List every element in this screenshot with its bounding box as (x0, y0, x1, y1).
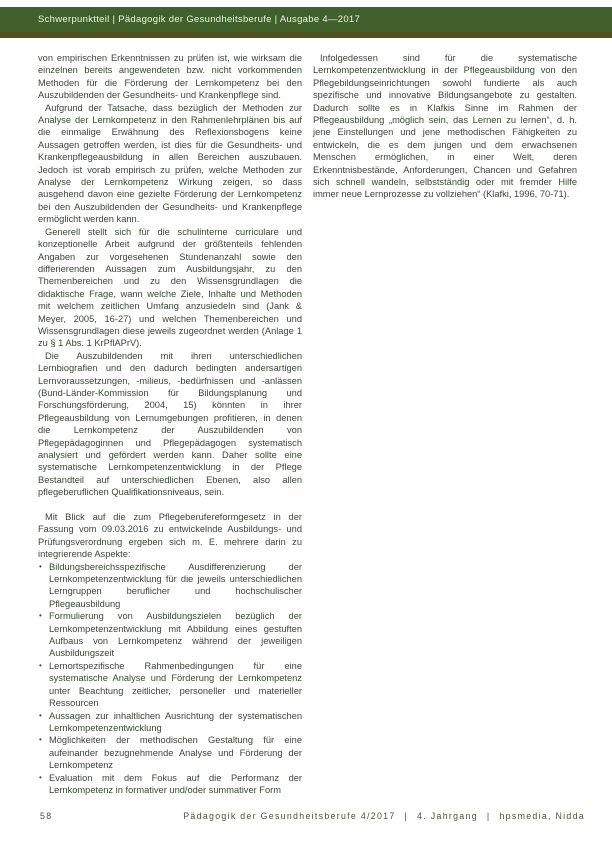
page-content (38, 52, 578, 796)
footer-separator: | (404, 811, 409, 821)
footer-volume: 4. Jahrgang (417, 811, 478, 821)
bullet-marker: • (39, 735, 42, 745)
bullet-item (38, 710, 302, 735)
bullet-marker: • (39, 561, 42, 571)
bullet-item (38, 734, 302, 771)
bullet-item (38, 561, 302, 611)
bullet-text: Möglichkeiten der methodischen Gestaltung für eine aufeinander bezugnehmende Analyse und Förderung der Lernkompetenz (49, 735, 302, 771)
footer-journal-line (183, 811, 585, 821)
bullet-item (38, 610, 302, 660)
bullet-text: Lernortspezifische Rahmenbedingungen für eine systematische Analyse und Förderung der Lernkompetenz unter Beachtung zeitlicher, personeller und materieller Ressourcen (49, 660, 302, 709)
bullet-text: Bildungsbereichsspezifische Ausdifferenzierung der Lernkompetenzentwicklung für die jeweils unterschiedlichen Lerngruppen beruflicher und hochschulischer Pflegeausbildung (49, 561, 302, 609)
bullet-marker: • (39, 660, 42, 670)
page-number: 58 (40, 811, 53, 821)
header-bar (0, 7, 612, 38)
paragraph: Generell stellt sich für die schulinterne curriculare und konzeptionelle Arbeit aufgrund der größtenteils fehlenden Angaben zur vorgesehenen Stundenanzahl sowie den differierenden Aussagen zum Ausbildungsjahr, zu den Themenbereichen und zu den Wissensgrundlagen die didaktische Frage, wann welche Ziele, Inhalte und Methoden mit welchem zeitlichen Umfang anzusiedeln sind (Jank & Meyer, 2005, 16-27) und welchen Themenbereichen und Wissensgrundlagen diese jeweils zugeordnet werden (Anlage 1 zu § 1 Abs. 1 KrPflAPrV). (38, 226, 302, 349)
paragraph: Aufgrund der Tatsache, dass bezüglich der Methoden zur Analyse der Lernkompetenz in den Rahmenlehrplänen bis auf die einmalige Erwähnung des Reflexionsbogens keine Aussagen getroffen werden, ist dies für die Gesundheits- und Krankenpflegeausbildung in allen Bereichen auszubauen. Jedoch ist vorab empirisch zu prüfen, welche Methoden zur Analyse der Lernkompetenz Wirkung zeigen, so dass ausgehend davon eine gezielte Förderung der Lernkompetenz bei den Auszubildenden der Gesundheits- und Krankenpflege ermöglicht werden kann. (38, 102, 302, 225)
bullet-marker: • (39, 611, 42, 621)
bullet-item (38, 660, 302, 710)
paragraph: Mit Blick auf die zum Pflegeberufereformgesetz in der Fassung vom 09.03.2016 zu entwickelnde Ausbildungs- und Prüfungsverordnung ergeben sich m. E. mehrere darin zu integrierende Aspekte: (38, 512, 302, 560)
bullet-item (38, 772, 302, 797)
paragraph: von empirischen Erkenntnissen zu prüfen ist, wie wirksam die einzelnen bereits angewendeten bzw. nicht vorkommenden Methoden für die Förderung der Lernkompetenz bei den Auszubildenden der Gesundheits- und Krankenpflege sind. (38, 53, 302, 101)
bullet-marker: • (39, 710, 42, 720)
paragraph: Infolgedessen sind für die systematische Lernkompetenzentwicklung in der Pflegeausbildung von den Pflegebildungseinrichtungen sowohl fundierte als auch spezifische und innovative Bildungsangebote zu gestalten. Dadurch sollte es in Klafkis Sinne im Rahmen der Pflegeausbildung „möglich sein, das Lernen zu lernen“, d. h. jene Einstellungen und jene methodischen Fähigkeiten zu entwickeln, die es dem jungen und dem erwachsenen Menschen ermöglichen, in einer Welt, deren Erkenntnisbestände, Anforderungen, Chancen und Gefahren sich schnell wandeln, selbstständig oder mit fremder Hilfe immer neue Lernprozesse zu vollziehen“ (Klafki, 1996, 70-71). (313, 53, 577, 200)
right-column (313, 52, 577, 796)
bullet-list (38, 561, 302, 797)
running-head: Schwerpunktteil | Pädagogik der Gesundheitsberufe | Ausgabe 4—2017 (38, 14, 361, 25)
bullet-text: Formulierung von Ausbildungszielen bezüglich der Lernkompetenzentwicklung mit Abbildung eines gestuften Aufbaus von Lernkompetenz während der jeweiligen Ausbildungszeit (49, 611, 302, 659)
paragraph: Die Auszubildenden mit ihren unterschiedlichen Lernbiografien und den dadurch bedingten andersartigen Lernvoraussetzungen, -milieus, -bedürfnissen und -anlässen (Bund-Länder-Kommission für Bildungsplanung und Forschungsförderung, 2004, 15) könnten in ihrer Pflegeausbildung von Lernumgebungen profitieren, in denen die Lernkompetenz der Auszubildenden von Pflegepädagoginnen und Pflegepädagogen systematisch analysiert und gefördert werden kann. Daher sollte eine systematische Lernkompetenzentwicklung in der Pflege Bestandteil auf unterschiedlichen Ebenen, also allen pflegeberuflichen Qualifikationsniveaus, sein. (38, 350, 302, 498)
footer-journal-title: Pädagogik der Gesundheitsberufe 4/2017 (183, 811, 396, 821)
left-column (38, 52, 302, 796)
bullet-marker: • (39, 772, 42, 782)
footer-separator: | (486, 811, 491, 821)
footer-publisher: hpsmedia, Nidda (499, 811, 585, 821)
bullet-text: Evaluation mit dem Fokus auf die Performanz der Lernkompetenz in formativer und/oder summativer Form (49, 772, 302, 795)
bullet-text: Aussagen zur inhaltlichen Ausrichtung der systematischen Lernkompetenzentwicklung (49, 710, 302, 733)
page-footer (0, 811, 612, 821)
